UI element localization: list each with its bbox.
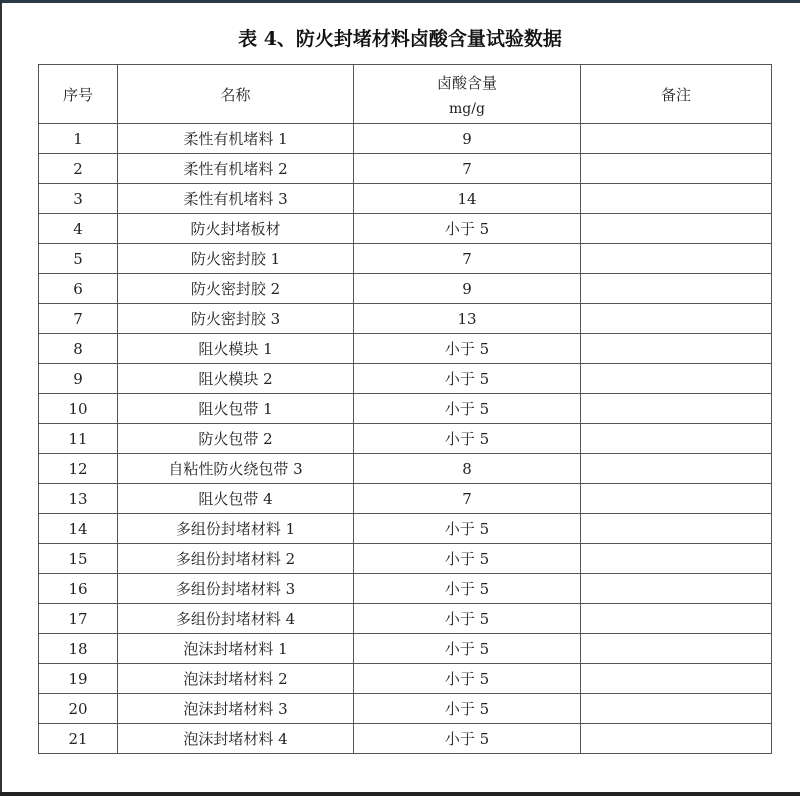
cell-no: 9 xyxy=(39,364,118,394)
cell-no: 5 xyxy=(39,244,118,274)
table-row xyxy=(39,394,772,424)
table-row xyxy=(39,724,772,754)
cell-name: 防火密封胶 1 xyxy=(118,244,354,274)
cell-value: 小于 5 xyxy=(354,364,581,394)
cell-name: 自粘性防火绕包带 3 xyxy=(118,454,354,484)
cell-remark xyxy=(581,244,772,274)
cell-value: 小于 5 xyxy=(354,544,581,574)
cell-remark xyxy=(581,544,772,574)
cell-value: 小于 5 xyxy=(354,424,581,454)
cell-value: 小于 5 xyxy=(354,334,581,364)
table-row xyxy=(39,304,772,334)
cell-value: 8 xyxy=(354,454,581,484)
halogen-acid-table xyxy=(38,64,772,754)
cell-no: 3 xyxy=(39,184,118,214)
table-row xyxy=(39,424,772,454)
cell-value: 14 xyxy=(354,184,581,214)
cell-no: 13 xyxy=(39,484,118,514)
cell-name: 阻火包带 4 xyxy=(118,484,354,514)
cell-remark xyxy=(581,664,772,694)
cell-name: 多组份封堵材料 4 xyxy=(118,604,354,634)
cell-remark xyxy=(581,184,772,214)
cell-name: 防火密封胶 3 xyxy=(118,304,354,334)
cell-name: 防火密封胶 2 xyxy=(118,274,354,304)
cell-name: 防火包带 2 xyxy=(118,424,354,454)
cell-remark xyxy=(581,694,772,724)
cell-name: 阻火模块 2 xyxy=(118,364,354,394)
cell-no: 12 xyxy=(39,454,118,484)
cell-name: 多组份封堵材料 2 xyxy=(118,544,354,574)
table-row xyxy=(39,604,772,634)
cell-name: 泡沫封堵材料 1 xyxy=(118,634,354,664)
cell-remark xyxy=(581,724,772,754)
cell-value: 小于 5 xyxy=(354,514,581,544)
cell-no: 21 xyxy=(39,724,118,754)
table-row xyxy=(39,574,772,604)
table-row xyxy=(39,364,772,394)
cell-value: 7 xyxy=(354,244,581,274)
cell-no: 2 xyxy=(39,154,118,184)
cell-value: 7 xyxy=(354,484,581,514)
cell-no: 7 xyxy=(39,304,118,334)
table-row xyxy=(39,484,772,514)
table-row xyxy=(39,634,772,664)
table-row xyxy=(39,244,772,274)
cell-remark xyxy=(581,574,772,604)
cell-value: 9 xyxy=(354,274,581,304)
cell-value: 小于 5 xyxy=(354,574,581,604)
cell-name: 阻火包带 1 xyxy=(118,394,354,424)
cell-remark xyxy=(581,484,772,514)
header-unit: mg/g xyxy=(449,100,485,117)
table-row xyxy=(39,274,772,304)
table-row xyxy=(39,694,772,724)
cell-name: 多组份封堵材料 3 xyxy=(118,574,354,604)
table-row xyxy=(39,124,772,154)
cell-no: 6 xyxy=(39,274,118,304)
cell-value: 小于 5 xyxy=(354,214,581,244)
header-remark: 备注 xyxy=(581,65,772,124)
cell-name: 泡沫封堵材料 4 xyxy=(118,724,354,754)
cell-no: 16 xyxy=(39,574,118,604)
table-row xyxy=(39,664,772,694)
header-content xyxy=(354,65,581,124)
cell-name: 防火封堵板材 xyxy=(118,214,354,244)
left-border xyxy=(0,0,2,796)
cell-remark xyxy=(581,604,772,634)
cell-name: 柔性有机堵料 2 xyxy=(118,154,354,184)
cell-name: 多组份封堵材料 1 xyxy=(118,514,354,544)
bottom-border xyxy=(0,792,800,796)
cell-remark xyxy=(581,454,772,484)
cell-remark xyxy=(581,214,772,244)
cell-value: 小于 5 xyxy=(354,634,581,664)
cell-no: 1 xyxy=(39,124,118,154)
cell-remark xyxy=(581,274,772,304)
cell-remark xyxy=(581,154,772,184)
cell-name: 柔性有机堵料 1 xyxy=(118,124,354,154)
cell-no: 17 xyxy=(39,604,118,634)
top-border xyxy=(0,0,800,3)
table-header-row xyxy=(39,65,772,124)
cell-value: 7 xyxy=(354,154,581,184)
header-content-label: 卤酸含量 xyxy=(436,73,497,92)
cell-no: 15 xyxy=(39,544,118,574)
table-row xyxy=(39,334,772,364)
cell-no: 20 xyxy=(39,694,118,724)
cell-no: 4 xyxy=(39,214,118,244)
cell-value: 小于 5 xyxy=(354,664,581,694)
table-row xyxy=(39,454,772,484)
table-title: 表 4、防火封堵材料卤酸含量试验数据 xyxy=(238,28,562,50)
cell-remark xyxy=(581,634,772,664)
cell-name: 泡沫封堵材料 3 xyxy=(118,694,354,724)
header-no: 序号 xyxy=(39,65,118,124)
cell-no: 11 xyxy=(39,424,118,454)
table-row xyxy=(39,514,772,544)
cell-value: 9 xyxy=(354,124,581,154)
cell-value: 小于 5 xyxy=(354,724,581,754)
table-row xyxy=(39,184,772,214)
cell-remark xyxy=(581,424,772,454)
cell-remark xyxy=(581,514,772,544)
cell-no: 10 xyxy=(39,394,118,424)
cell-name: 阻火模块 1 xyxy=(118,334,354,364)
cell-value: 小于 5 xyxy=(354,604,581,634)
cell-no: 14 xyxy=(39,514,118,544)
table-row xyxy=(39,214,772,244)
cell-remark xyxy=(581,394,772,424)
cell-name: 泡沫封堵材料 2 xyxy=(118,664,354,694)
cell-value: 13 xyxy=(354,304,581,334)
cell-no: 19 xyxy=(39,664,118,694)
cell-remark xyxy=(581,334,772,364)
cell-no: 8 xyxy=(39,334,118,364)
cell-remark xyxy=(581,124,772,154)
cell-remark xyxy=(581,304,772,334)
cell-remark xyxy=(581,364,772,394)
cell-value: 小于 5 xyxy=(354,694,581,724)
table-row xyxy=(39,544,772,574)
cell-no: 18 xyxy=(39,634,118,664)
cell-value: 小于 5 xyxy=(354,394,581,424)
table-row xyxy=(39,154,772,184)
cell-name: 柔性有机堵料 3 xyxy=(118,184,354,214)
header-name: 名称 xyxy=(118,65,354,124)
